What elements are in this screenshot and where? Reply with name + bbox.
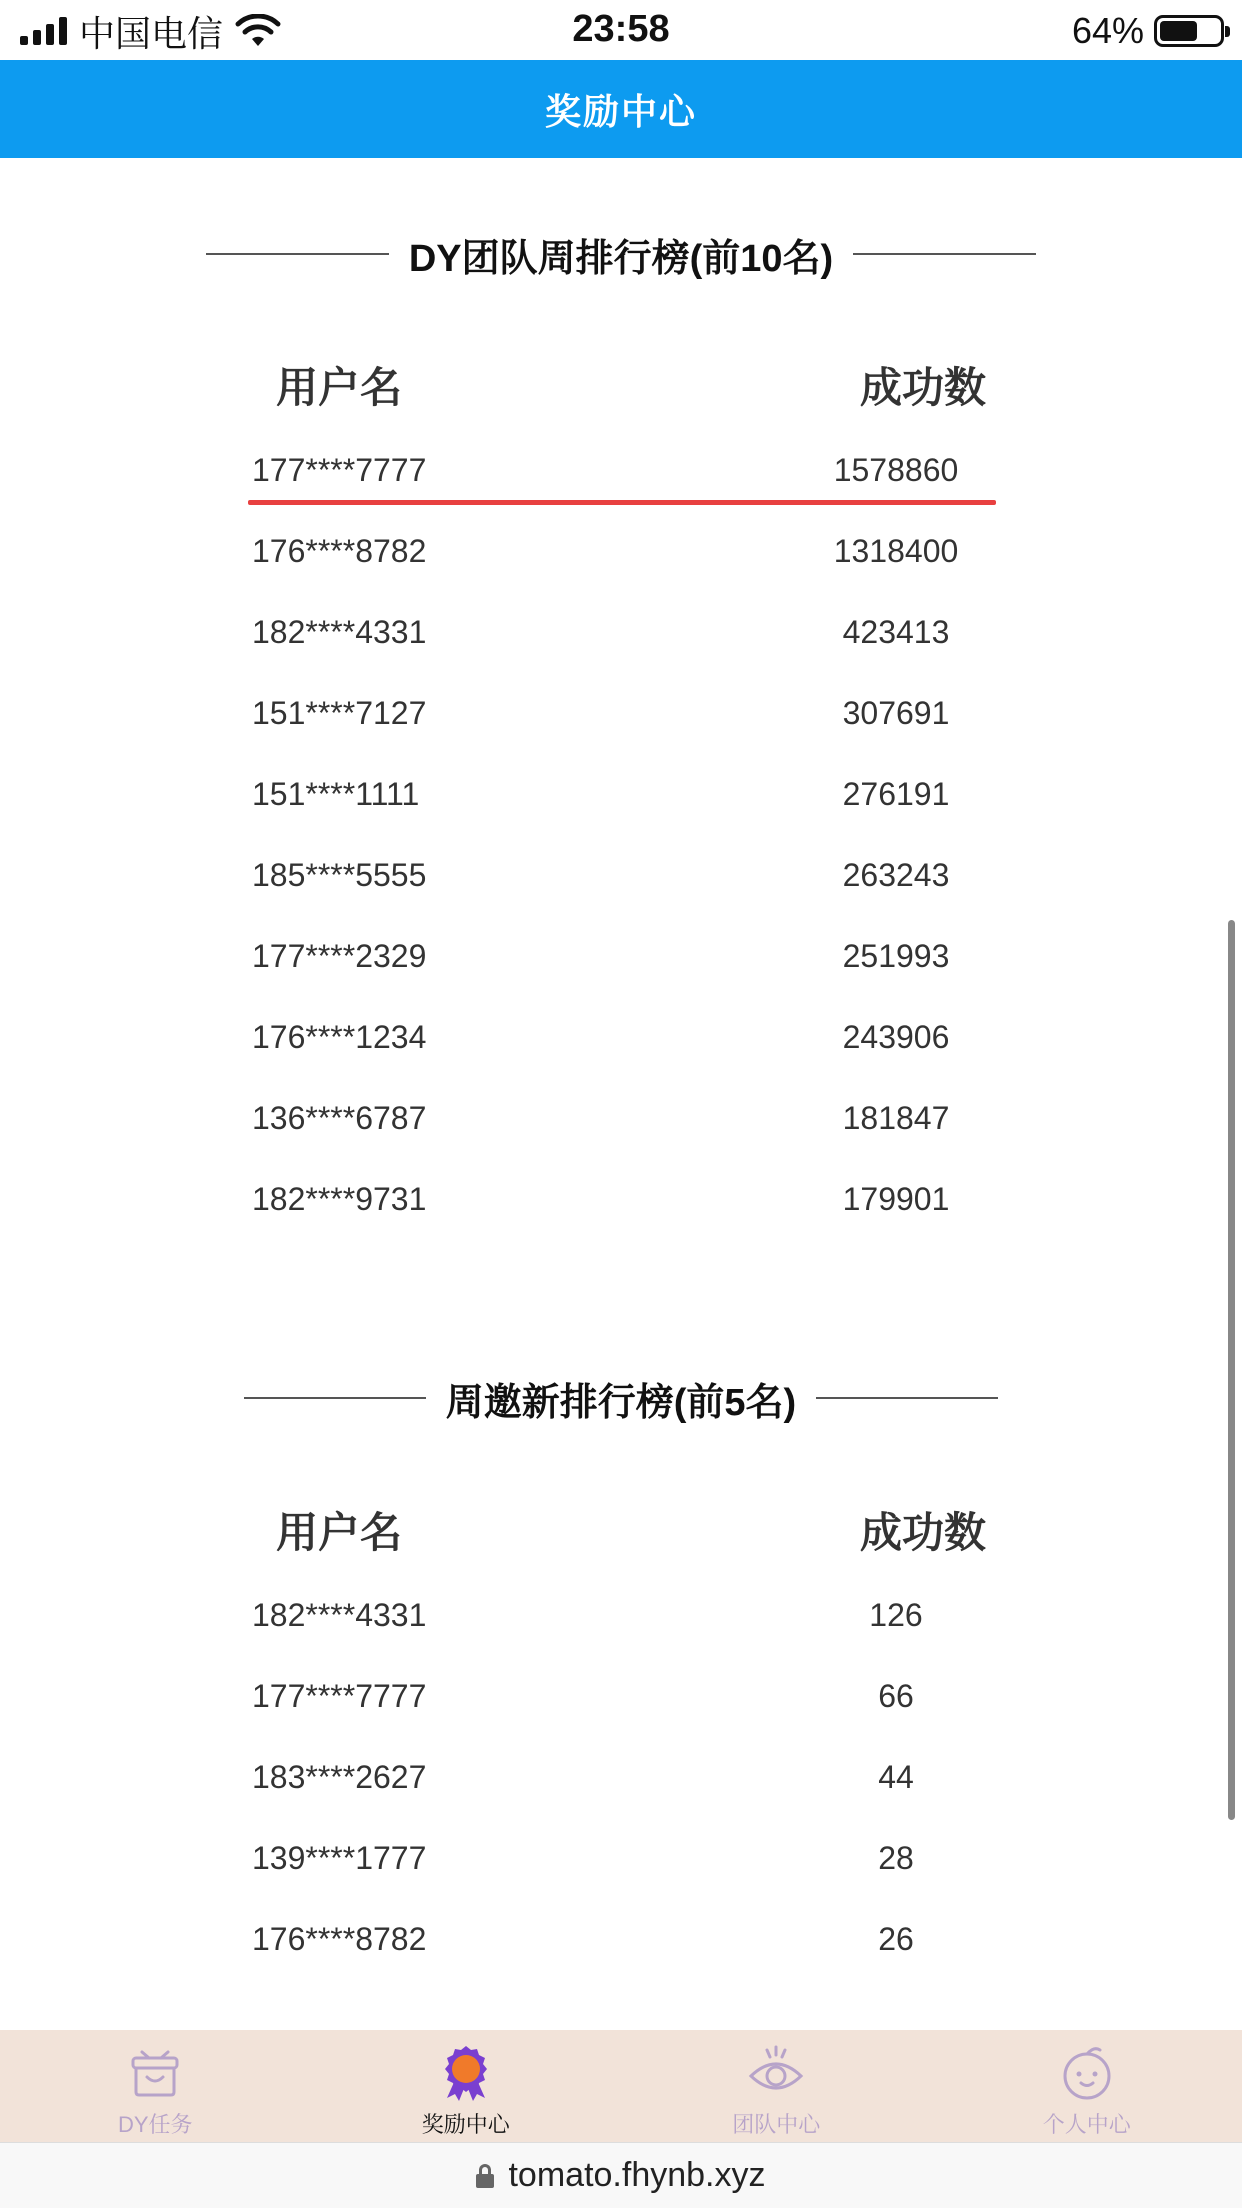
- row-success-count: 243906: [842, 1019, 950, 1055]
- scrollbar[interactable]: [1228, 920, 1235, 1820]
- row-success-count: 251993: [842, 938, 950, 974]
- lock-icon: [476, 2164, 494, 2188]
- board1-title-text: DY团队周排行榜(前10名): [408, 237, 834, 280]
- battery-percent: 64%: [1071, 10, 1144, 51]
- nav-label: DY任务: [117, 2112, 193, 2137]
- row-success-count: 179901: [842, 1181, 950, 1217]
- eye-icon: [747, 2044, 805, 2102]
- row-username: 177****7777: [252, 452, 427, 488]
- row-username: 151****1111: [252, 776, 420, 812]
- board1-title: [206, 228, 1036, 280]
- table-row: [248, 1575, 996, 1656]
- table-row: [248, 916, 996, 997]
- board2-title: [244, 1372, 998, 1424]
- nav-label: 奖励中心: [421, 2112, 510, 2137]
- row-username: 176****1234: [252, 1019, 427, 1055]
- page-title: 奖励中心: [544, 90, 697, 132]
- row-success-count: 126: [869, 1597, 923, 1633]
- row-success-count: 307691: [842, 695, 950, 731]
- bottom-nav: [0, 2030, 1242, 2142]
- title-divider-left: [206, 253, 389, 255]
- table-row: [248, 835, 996, 916]
- nav-item-reward-center[interactable]: [311, 2030, 622, 2142]
- nav-item-team-center[interactable]: [621, 2030, 932, 2142]
- row-username: 185****5555: [252, 857, 427, 893]
- board2-title-text: 周邀新排行榜(前5名): [445, 1381, 797, 1424]
- table-row: [248, 1656, 996, 1737]
- status-time: 23:58: [572, 8, 670, 50]
- row-username: 182****4331: [252, 614, 427, 650]
- carrier-label: 中国电信: [79, 12, 224, 54]
- row-success-count: 28: [878, 1840, 914, 1876]
- row-username: 183****2627: [252, 1759, 427, 1795]
- title-divider-left: [244, 1397, 426, 1399]
- medal-icon: [437, 2044, 495, 2102]
- table-row: [248, 754, 996, 835]
- row-username: 176****8782: [252, 533, 427, 569]
- row-username: 182****4331: [252, 1597, 427, 1633]
- row-username: 176****8782: [252, 1921, 427, 1957]
- row-username: 151****7127: [252, 695, 427, 731]
- nav-label: 团队中心: [732, 2112, 821, 2137]
- board2-col-name: 用户名: [276, 1509, 403, 1556]
- row-success-count: 1318400: [833, 533, 959, 569]
- row-username: 177****7777: [252, 1678, 427, 1714]
- board1-table: [248, 340, 996, 1240]
- table-row: [248, 1078, 996, 1159]
- url-text: tomato.fhynb.xyz: [508, 2156, 766, 2194]
- row-success-count: 26: [878, 1921, 914, 1957]
- url-bar[interactable]: [0, 2142, 1242, 2208]
- table-row: [248, 1737, 996, 1818]
- row-username: 139****1777: [252, 1840, 427, 1876]
- table-row: [248, 430, 996, 511]
- battery-icon: [1154, 15, 1224, 47]
- table-row: [248, 997, 996, 1078]
- row-success-count: 66: [878, 1678, 914, 1714]
- row-success-count: 263243: [842, 857, 950, 893]
- row-username: 182****9731: [252, 1181, 427, 1217]
- board1-header-row: [248, 340, 996, 430]
- board2-header-row: [248, 1485, 996, 1575]
- nav-label: 个人中心: [1042, 2112, 1131, 2137]
- face-icon: [1058, 2044, 1116, 2102]
- status-right: [1072, 10, 1224, 52]
- row-username: 136****6787: [252, 1100, 427, 1136]
- row-success-count: 44: [878, 1759, 914, 1795]
- title-divider-right: [816, 1397, 998, 1399]
- nav-item-personal-center[interactable]: [932, 2030, 1242, 2142]
- table-row: [248, 1818, 996, 1899]
- table-row: [248, 592, 996, 673]
- row-username: 177****2329: [252, 938, 427, 974]
- board1-col-name: 用户名: [276, 364, 403, 411]
- status-bar: [0, 0, 1242, 60]
- row-success-count: 423413: [842, 614, 950, 650]
- table-row: [248, 1159, 996, 1240]
- page-header: [0, 60, 1242, 158]
- board1-col-count: 成功数: [859, 364, 986, 411]
- title-divider-right: [853, 253, 1036, 255]
- table-row: [248, 673, 996, 754]
- box-icon: [126, 2044, 184, 2102]
- table-row: [248, 1899, 996, 1980]
- table-row: [248, 511, 996, 592]
- board2-col-count: 成功数: [859, 1509, 986, 1556]
- row-success-count: 1578860: [833, 452, 959, 488]
- board2-table: [248, 1485, 996, 1980]
- row-success-count: 276191: [842, 776, 950, 812]
- nav-item-dy-task[interactable]: [0, 2030, 311, 2142]
- row-success-count: 181847: [842, 1100, 950, 1136]
